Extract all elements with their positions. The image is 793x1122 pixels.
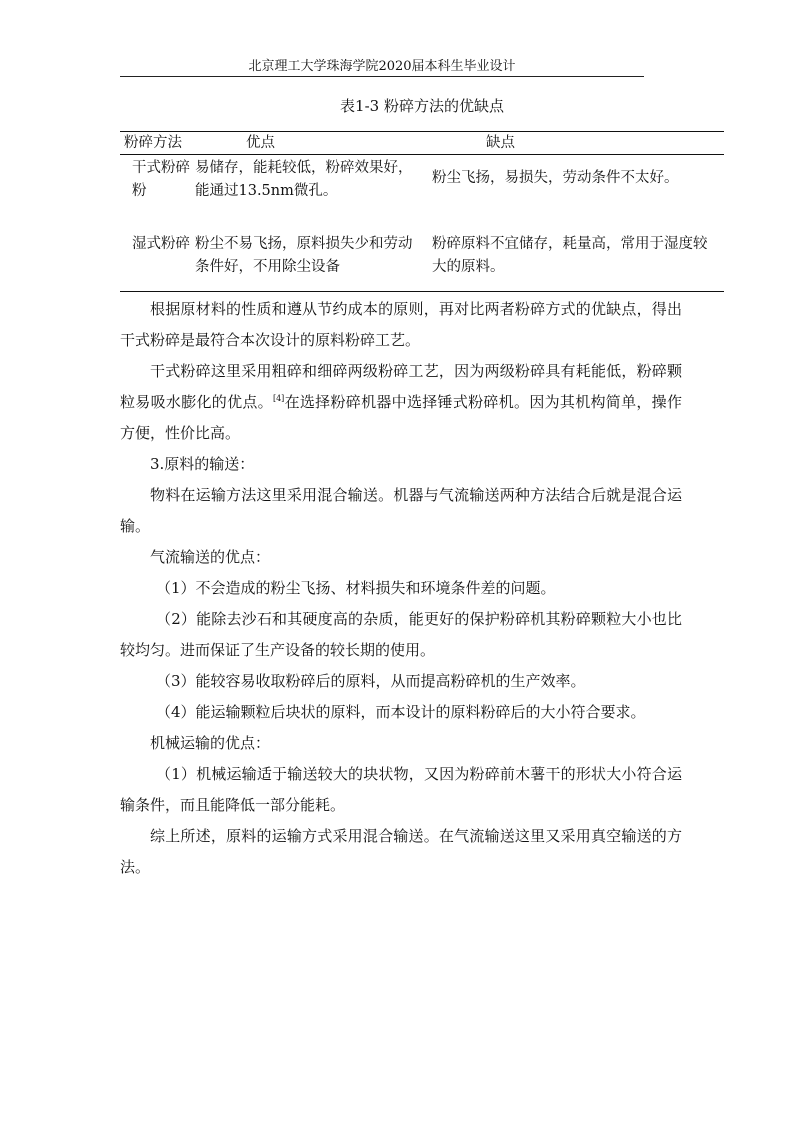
list-item: （2）能除去沙石和其硬度高的杂质，能更好的保护粉碎机其粉碎颗粒大小也比较均匀。进而保证了生产设备的较长期的使用。 [120,610,682,659]
header-rule [120,76,644,77]
section-heading: 3.原料的输送： [150,455,255,473]
cell-pros: 易储存，能耗较低，粉碎效果好，能通过13.5nm微孔。 [195,160,413,199]
subheading: 气流输送的优点： [150,548,271,566]
citation-ref: [4] [272,394,285,403]
paragraph-text: 干式粉碎这里采用粗碎和细碎两级粉碎工艺，因为两级粉碎具有耗能低，粉碎颗粒易吸水膨化的优点。 [120,362,682,411]
table-row [120,155,724,211]
cell-cons: 粉碎原料不宜储存，耗量高，常用于湿度较大的原料。 [432,236,708,275]
running-header: 北京理工大学珠海学院2020届本科生毕业设计 [248,59,516,74]
cell-method: 干式粉碎粉 [132,160,190,199]
list-item: （1）机械运输适于输送较大的块状物，又因为粉碎前木薯干的形状大小符合运输条件，而且能降低一部分能耗。 [120,765,682,814]
cell-pros: 粉尘不易飞扬，原料损失少和劳动条件好，不用除尘设备 [195,236,413,275]
body-text [120,294,682,883]
subheading: 机械运输的优点： [150,734,271,752]
table-caption: 表1-3 粉碎方法的优缺点 [340,97,504,115]
cell-cons: 粉尘飞扬，易损失，劳动条件不太好。 [432,170,679,186]
table-header-row [120,132,724,155]
list-item: （4）能运输颗粒后块状的原料，而本设计的原料粉碎后的大小符合要求。 [156,703,646,721]
column-header-pros: 优点 [246,135,275,151]
paragraph-text: 在选择粉碎机器中选择锤式粉碎机。因为其机构简单，操作方便，性价比高。 [120,393,682,442]
cell-method: 湿式粉碎 [132,236,190,252]
paragraph: 物料在运输方法这里采用混合输送。机器与气流输送两种方法结合后就是混合运输。 [120,486,682,535]
column-header-method: 粉碎方法 [124,135,182,151]
table-row [120,211,724,291]
column-header-cons: 缺点 [486,135,515,151]
paragraph-with-citation [120,356,682,449]
paragraph: 综上所述，原料的运输方式采用混合输送。在气流输送这里又采用真空输送的方法。 [120,827,682,876]
list-item: （1）不会造成的粉尘飞扬、材料损失和环境条件差的问题。 [156,579,556,597]
paragraph: 根据原材料的性质和遵从节约成本的原则，再对比两者粉碎方式的优缺点，得出干式粉碎是最符合本次设计的原料粉碎工艺。 [120,300,682,349]
list-item: （3）能较容易收取粉碎后的原料，从而提高粉碎机的生产效率。 [156,672,586,690]
comparison-table [120,131,724,292]
